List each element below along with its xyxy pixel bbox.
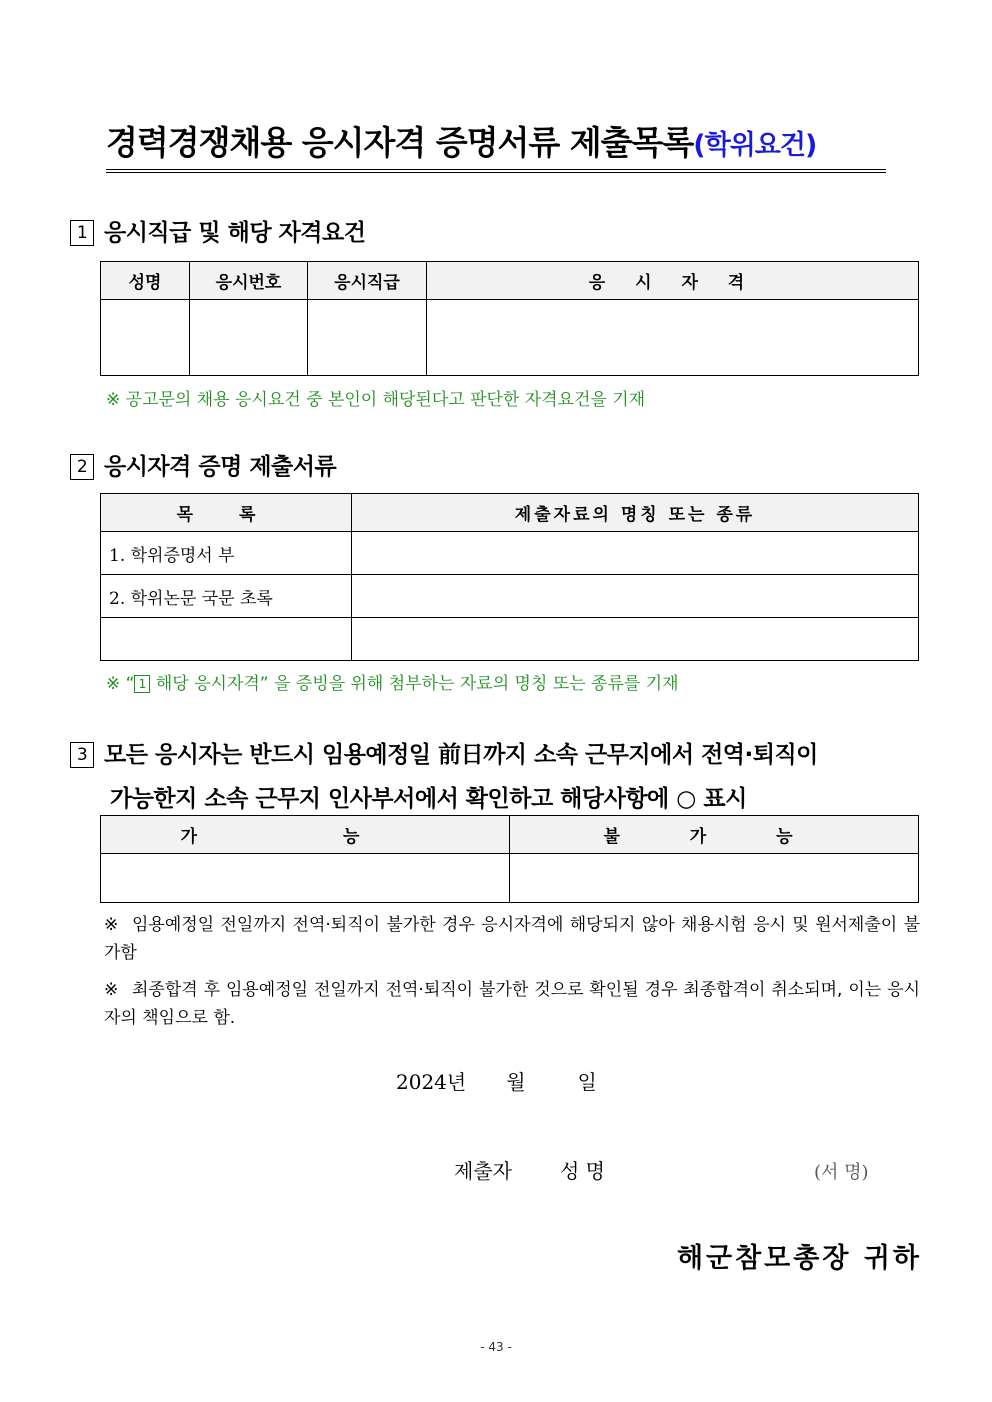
date-line: [396, 1066, 597, 1095]
note-mark: ※: [104, 915, 119, 935]
addressee: 해군참모총장 귀하: [676, 1243, 922, 1274]
exam-grade-cell[interactable]: [308, 300, 427, 376]
table-row: [101, 618, 919, 661]
col-list: 목 록: [101, 494, 352, 532]
impossible-cell[interactable]: [510, 854, 919, 903]
signature-mark: (서 명): [814, 1162, 869, 1183]
date-month: 월: [506, 1070, 526, 1094]
document-item[interactable]: [101, 618, 352, 661]
document-value-cell[interactable]: [352, 532, 919, 575]
date-day: 일: [577, 1070, 597, 1094]
col-exam-grade: 응시직급: [308, 262, 427, 300]
note-prefix: ※ “: [106, 674, 135, 694]
section2-heading: [70, 450, 336, 484]
note-number-box: 1: [134, 675, 150, 693]
name-cell[interactable]: [101, 300, 190, 376]
possible-cell[interactable]: [101, 854, 510, 903]
date-year: 2024년: [396, 1070, 467, 1094]
document-value-cell[interactable]: [352, 575, 919, 618]
col-possible: 가 능: [101, 816, 510, 854]
documents-table: [100, 493, 919, 661]
title-main: 경력경쟁채용 응시자격 증명서류 제출목록: [106, 123, 694, 162]
col-name: 성명: [101, 262, 190, 300]
col-document-name: 제출자료의 명칭 또는 종류: [352, 494, 919, 532]
note-rest: 해당 응시자격” 을 증빙을 위해 첨부하는 자료의 명칭 또는 종류를 기재: [150, 674, 679, 694]
note-mark: ※: [104, 980, 119, 1000]
section2-number: 2: [70, 454, 94, 480]
submitter-label: 제출자: [454, 1159, 512, 1183]
document-item: 1. 학위증명서 부: [101, 532, 352, 575]
exam-number-cell[interactable]: [190, 300, 308, 376]
table-row: [101, 575, 919, 618]
col-impossible: 불 가 능: [510, 816, 919, 854]
page-title: [106, 122, 886, 173]
section1-note: ※ 공고문의 채용 응시요건 중 본인이 해당된다고 판단한 자격요건을 기재: [106, 390, 646, 410]
section3-title-line1: 모든 응시자는 반드시 임용예정일 前日까지 소속 근무지에서 전역·퇴직이: [104, 742, 818, 768]
title-accent: (학위요건): [693, 130, 817, 161]
note-text: 임용예정일 전일까지 전역·퇴직이 불가한 경우 응시자격에 해당되지 않아 채용시험 응시 및 원서제출이 불가함: [104, 915, 920, 963]
col-qualification: 응 시 자 격: [427, 262, 919, 300]
section1-title: 응시직급 및 해당 자격요건: [104, 220, 366, 246]
section3-note-2: [104, 976, 920, 1032]
submitter-name-label: 성 명: [559, 1159, 605, 1183]
availability-table: [100, 815, 919, 903]
section3-note-1: [104, 911, 920, 967]
section2-title: 응시자격 증명 제출서류: [104, 454, 337, 480]
section2-note: [106, 669, 679, 694]
table-row: [101, 532, 919, 575]
note-text: 최종합격 후 임용예정일 전일까지 전역·퇴직이 불가한 것으로 확인될 경우 최종합격이 취소되며, 이는 응시자의 책임으로 함.: [104, 980, 920, 1028]
section1-number: 1: [70, 220, 94, 246]
col-exam-number: 응시번호: [190, 262, 308, 300]
qualification-cell[interactable]: [427, 300, 919, 376]
section3-title-line2: 가능한지 소속 근무지 인사부서에서 확인하고 해당사항에 ○ 표시: [110, 786, 747, 812]
page-number: - 43 -: [480, 1340, 512, 1354]
document-value-cell[interactable]: [352, 618, 919, 661]
section3-heading: [70, 733, 818, 821]
submitter-line: [454, 1155, 605, 1184]
section1-heading: [70, 216, 365, 250]
document-item: 2. 학위논문 국문 초록: [101, 575, 352, 618]
section3-number: 3: [70, 742, 94, 768]
qualification-table: [100, 261, 919, 376]
